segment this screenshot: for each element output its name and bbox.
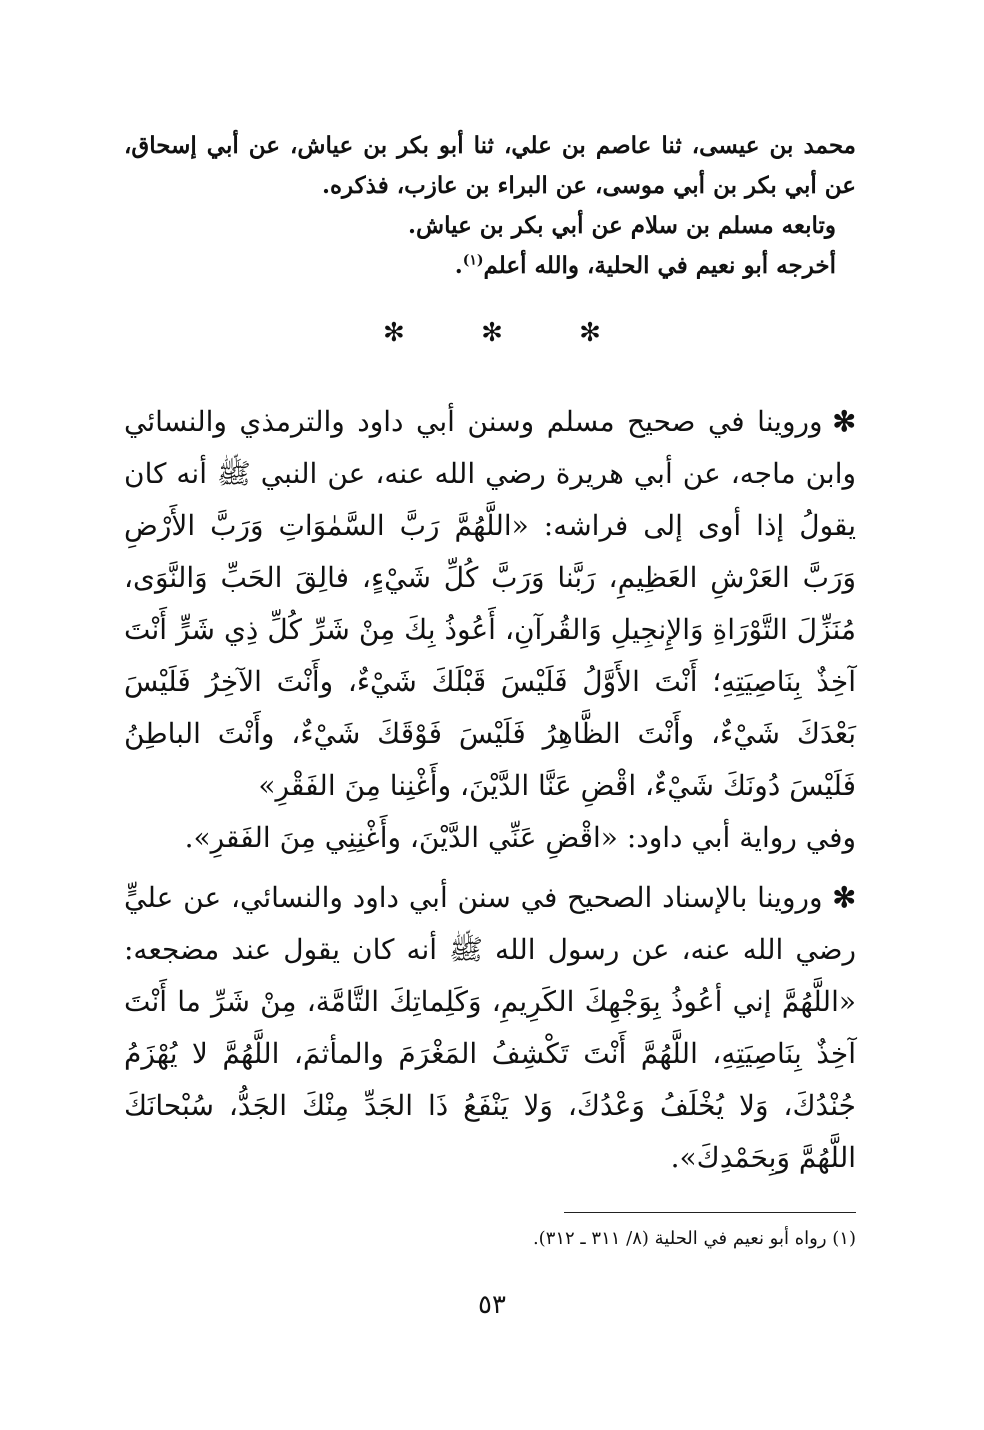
footnote-divider bbox=[564, 1212, 856, 1213]
narration-line: محمد بن عيسى، ثنا عاصم بن علي، ثنا أبو بكر بن عياش، عن أبي إسحاق، عن أبي بكر بن أبي موسى، عن البراء بن عازب، فذكره. bbox=[124, 132, 856, 199]
hadith-body bbox=[124, 872, 856, 1184]
page-number: ٥٣ bbox=[478, 1290, 506, 1320]
hadith-text: وروينا في صحيح مسلم وسنن أبي داود والترمذي والنسائي وابن ماجه، عن أبي هريرة رضي الله عنه، عن النبي ﷺ أنه كان يقولُ إذا أوى إلى فراشه: «اللَّهُمَّ رَبَّ السَّمٰوَاتِ وَرَبَّ الأَرْضِ وَرَبَّ العَرْشِ العَظِيمِ، رَبَّنا وَرَبَّ كُلِّ شَيْءٍ، فالِقَ الحَبِّ وَالنَّوَى، مُنَزِّلَ التَّوْرَاةِ وَالإِنجِيلِ وَالقُرآنِ، أَعُوذُ بِكَ مِنْ شَرِّ كُلِّ ذِي شَرٍّ أَنْتَ آخِذٌ بِنَاصِيَتِهِ؛ أَنْتَ الأَوَّلُ فَلَيْسَ قَبْلَكَ شَيْءٌ، وأَنْتَ الآخِرُ فَلَيْسَ بَعْدَكَ شَيْءٌ، وأَنْتَ الظَّاهِرُ فَلَيْسَ فَوْقَكَ شَيْءٌ، وأَنْتَ الباطِنُ فَلَيْسَ دُونَكَ شَيْءٌ، اقْضِ عَنَّا الدَّيْنَ، وأَغْنِنا مِنَ الفَقْرِ» bbox=[124, 405, 856, 802]
hadith-body bbox=[124, 396, 856, 812]
separator-star-icon: ✻ bbox=[383, 318, 405, 348]
separator-star-icon: ✻ bbox=[481, 318, 503, 348]
section-separator bbox=[0, 318, 984, 348]
paragraph-marker-icon: ✻ bbox=[832, 881, 856, 914]
takhrij-text: أخرجه أبو نعيم في الحلية، والله أعلم bbox=[483, 252, 836, 279]
hadith-variant: وفي رواية أبي داود: «اقْضِ عَنِّي الدَّيْنَ، وأَغْنِنِي مِنَ الفَقرِ». bbox=[184, 821, 856, 854]
follow-up-line: وتابعه مسلم بن سلام عن أبي بكر بن عياش. bbox=[408, 212, 836, 239]
footnote bbox=[124, 1224, 856, 1254]
hadith-paragraph bbox=[124, 872, 856, 1184]
footnote-number: (١) bbox=[832, 1228, 856, 1249]
takhrij-line bbox=[124, 246, 856, 286]
hadith-text: وروينا بالإسناد الصحيح في سنن أبي داود والنسائي، عن عليٍّ رضي الله عنه، عن رسول الله ﷺ أنه كان يقول عند مضجعه: «اللَّهُمَّ إني أعُوذُ بِوَجْهِكَ الكَرِيمِ، وَكَلِماتِكَ التَّامَّة، مِنْ شَرِّ ما أَنْتَ آخِذٌ بِنَاصِيَتِهِ، اللَّهُمَّ أَنْتَ تَكْشِفُ المَغْرَمَ والمأثمَ، اللَّهُمَّ لا يُهْزَمُ جُنْدُكَ، وَلا يُخْلَفُ وَعْدُكَ، وَلا يَنْفَعُ ذَا الجَدِّ مِنْكَ الجَدُّ، سُبْحانَكَ اللَّهُمَّ وَبِحَمْدِكَ». bbox=[124, 881, 856, 1174]
takhrij-end: . bbox=[454, 252, 463, 279]
footnote-text: رواه أبو نعيم في الحلية (٨/ ٣١١ ـ ٣١٢). bbox=[532, 1228, 827, 1249]
narration-chain bbox=[124, 126, 856, 286]
footnote-reference[interactable]: (١) bbox=[462, 252, 484, 269]
hadith-paragraph bbox=[124, 396, 856, 864]
paragraph-marker-icon: ✻ bbox=[832, 405, 856, 438]
separator-star-icon: ✻ bbox=[579, 318, 601, 348]
